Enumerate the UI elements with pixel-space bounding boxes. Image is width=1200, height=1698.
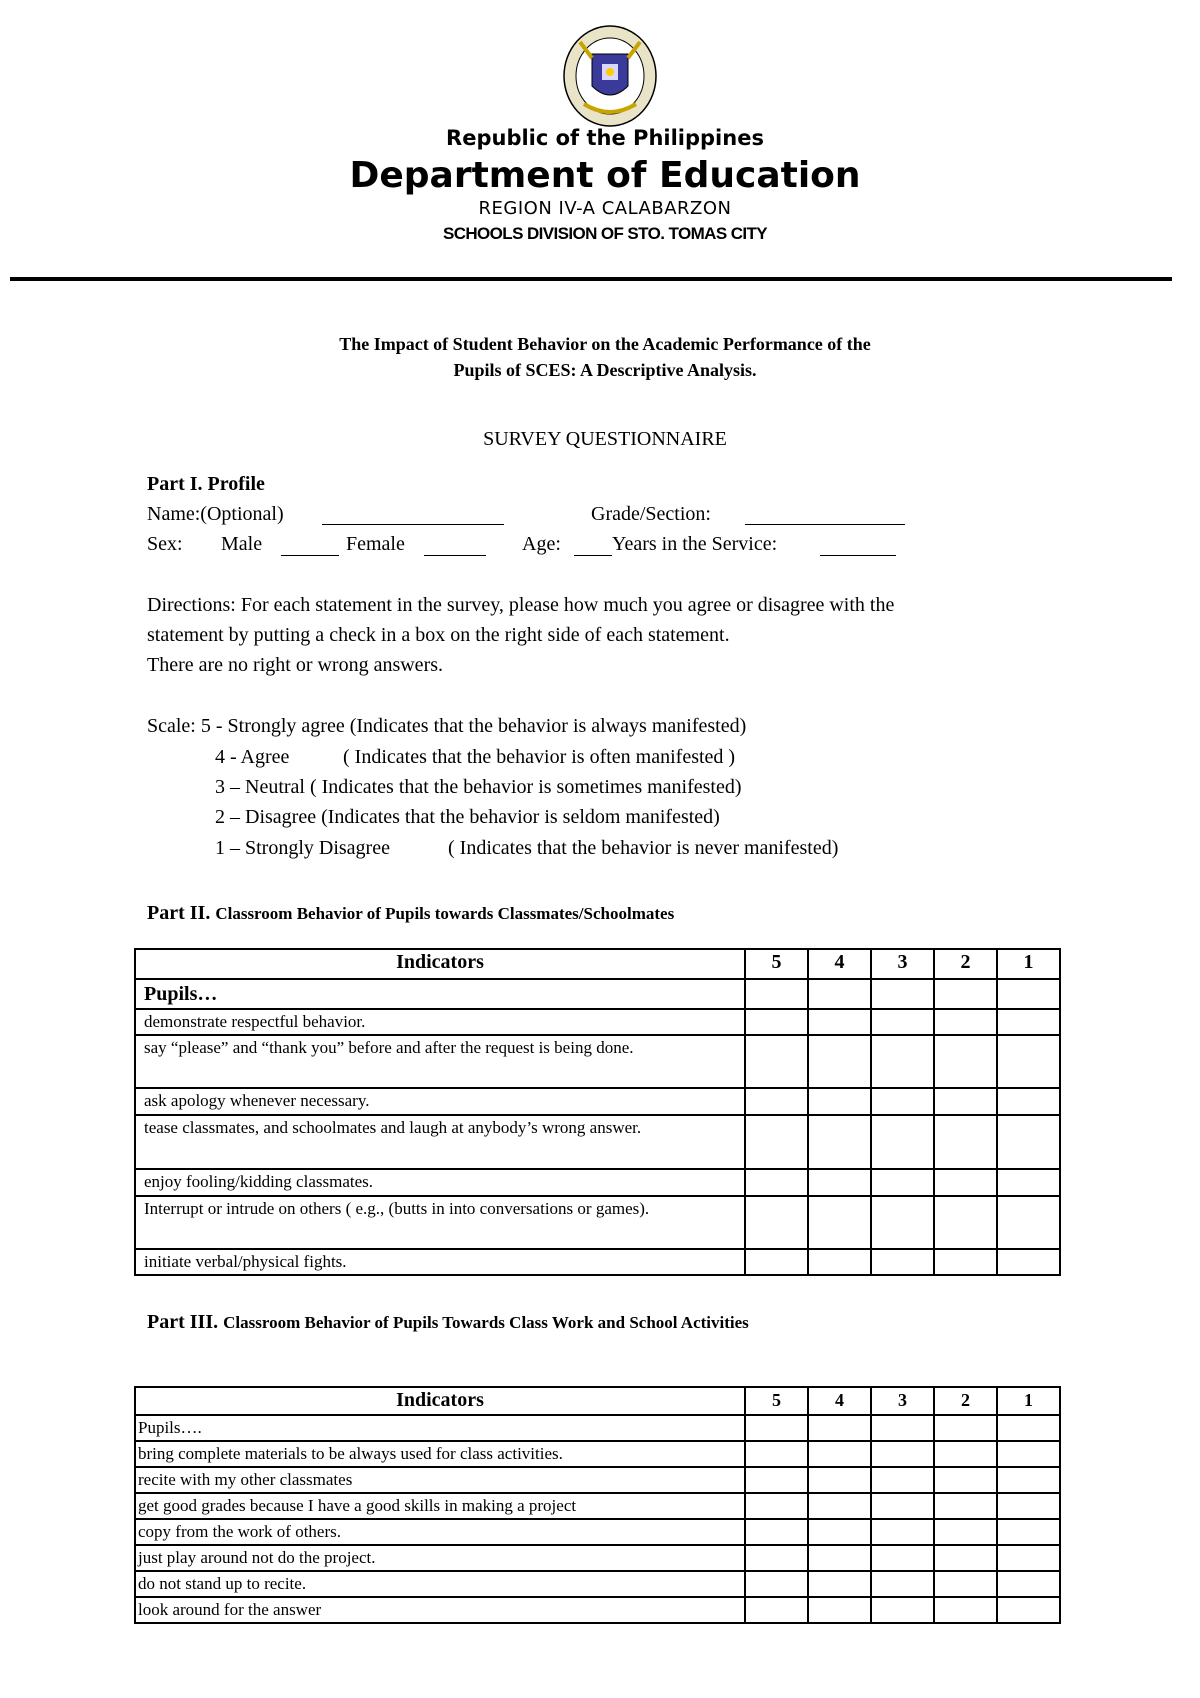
check-box[interactable] xyxy=(934,1519,997,1545)
part3-heading xyxy=(147,1311,749,1334)
check-box[interactable] xyxy=(934,1441,997,1467)
check-box[interactable] xyxy=(808,1196,871,1249)
check-box[interactable] xyxy=(871,1467,934,1493)
service-field[interactable] xyxy=(820,537,896,556)
republic-heading: Republic of the Philippines xyxy=(446,126,764,150)
indicator-text: Interrupt or intrude on others ( e.g., (butts in into conversations or games). xyxy=(135,1196,745,1249)
score-5-header: 5 xyxy=(745,949,808,979)
table-row xyxy=(135,979,1060,1009)
check-box[interactable] xyxy=(745,1009,808,1035)
indicators-header: Indicators xyxy=(135,949,745,979)
scale-2: 2 – Disagree (Indicates that the behavior is seldom manifested) xyxy=(215,806,720,828)
indicator-text: do not stand up to recite. xyxy=(135,1571,745,1597)
male-label: Male xyxy=(221,533,263,555)
directions-line-3: There are no right or wrong answers. xyxy=(147,654,444,676)
check-box[interactable] xyxy=(808,1035,871,1088)
check-box[interactable] xyxy=(745,1035,808,1088)
check-box[interactable] xyxy=(997,1415,1060,1441)
indicators-header: Indicators xyxy=(135,1387,745,1415)
check-box[interactable] xyxy=(997,1545,1060,1571)
check-box[interactable] xyxy=(871,1415,934,1441)
check-box[interactable] xyxy=(745,1467,808,1493)
check-box[interactable] xyxy=(934,1115,997,1169)
table-row xyxy=(135,1571,1060,1597)
division-heading: SCHOOLS DIVISION OF STO. TOMAS CITY xyxy=(442,224,768,243)
check-box[interactable] xyxy=(871,1249,934,1275)
table-row xyxy=(135,1467,1060,1493)
check-box[interactable] xyxy=(997,1571,1060,1597)
table-row xyxy=(135,1441,1060,1467)
check-box[interactable] xyxy=(745,979,808,1009)
check-box[interactable] xyxy=(997,1249,1060,1275)
score-1-header: 1 xyxy=(997,1387,1060,1415)
indicator-text: copy from the work of others. xyxy=(135,1519,745,1545)
survey-label: SURVEY QUESTIONNAIRE xyxy=(483,428,727,450)
part3-title: Classroom Behavior of Pupils Towards Class Work and School Activities xyxy=(223,1313,749,1332)
score-3-header: 3 xyxy=(871,949,934,979)
check-box[interactable] xyxy=(745,1115,808,1169)
check-box[interactable] xyxy=(997,979,1060,1009)
check-box[interactable] xyxy=(808,1249,871,1275)
check-box[interactable] xyxy=(934,1088,997,1115)
check-box[interactable] xyxy=(745,1597,808,1623)
check-box[interactable] xyxy=(808,1169,871,1196)
indicator-text: recite with my other classmates xyxy=(135,1467,745,1493)
check-box[interactable] xyxy=(745,1571,808,1597)
check-box[interactable] xyxy=(934,1597,997,1623)
pupils-subheader: Pupils…. xyxy=(135,1415,745,1441)
indicator-text: ask apology whenever necessary. xyxy=(135,1088,745,1115)
age-field[interactable] xyxy=(574,537,612,556)
score-4-header: 4 xyxy=(808,949,871,979)
score-2-header: 2 xyxy=(934,1387,997,1415)
check-box[interactable] xyxy=(808,1115,871,1169)
document-title xyxy=(0,331,1200,383)
check-box[interactable] xyxy=(997,1035,1060,1088)
table-row xyxy=(135,1009,1060,1035)
check-box[interactable] xyxy=(808,1597,871,1623)
table-row xyxy=(135,1115,1060,1169)
female-field[interactable] xyxy=(424,537,486,556)
check-box[interactable] xyxy=(997,1196,1060,1249)
female-label: Female xyxy=(346,533,405,555)
scale-4-label: 4 - Agree xyxy=(215,746,290,768)
indicator-text: tease classmates, and schoolmates and laugh at anybody’s wrong answer. xyxy=(135,1115,745,1169)
title-line-1: The Impact of Student Behavior on the Academic Performance of the xyxy=(339,334,871,354)
check-box[interactable] xyxy=(808,1088,871,1115)
department-heading: Department of Education xyxy=(349,155,861,196)
check-box[interactable] xyxy=(934,1545,997,1571)
check-box[interactable] xyxy=(871,1115,934,1169)
check-box[interactable] xyxy=(745,1169,808,1196)
directions-line-1: Directions: For each statement in the survey, please how much you agree or disagree with the xyxy=(147,594,895,616)
check-box[interactable] xyxy=(808,1441,871,1467)
check-box[interactable] xyxy=(997,1088,1060,1115)
check-box[interactable] xyxy=(871,1519,934,1545)
check-box[interactable] xyxy=(997,1441,1060,1467)
table-header-row xyxy=(135,1387,1060,1415)
table-row xyxy=(135,1196,1060,1249)
table-row xyxy=(135,1415,1060,1441)
indicator-text: say “please” and “thank you” before and after the request is being done. xyxy=(135,1035,745,1088)
check-box[interactable] xyxy=(997,1519,1060,1545)
check-box[interactable] xyxy=(745,1441,808,1467)
indicator-text: just play around not do the project. xyxy=(135,1545,745,1571)
check-box[interactable] xyxy=(745,1088,808,1115)
name-label: Name:(Optional) xyxy=(147,503,284,525)
check-box[interactable] xyxy=(808,1493,871,1519)
check-box[interactable] xyxy=(871,1169,934,1196)
indicator-text: demonstrate respectful behavior. xyxy=(135,1009,745,1035)
check-box[interactable] xyxy=(808,1415,871,1441)
table-row xyxy=(135,1519,1060,1545)
region-heading: REGION IV-A CALABARZON xyxy=(478,198,732,219)
part2-label: Part II. xyxy=(147,902,211,924)
check-box[interactable] xyxy=(871,1196,934,1249)
table-header-row xyxy=(135,949,1060,979)
check-box[interactable] xyxy=(934,1169,997,1196)
check-box[interactable] xyxy=(934,979,997,1009)
indicator-text: initiate verbal/physical fights. xyxy=(135,1249,745,1275)
check-box[interactable] xyxy=(808,1519,871,1545)
grade-field[interactable] xyxy=(745,506,905,525)
check-box[interactable] xyxy=(745,1415,808,1441)
check-box[interactable] xyxy=(745,1249,808,1275)
score-1-header: 1 xyxy=(997,949,1060,979)
check-box[interactable] xyxy=(808,1571,871,1597)
table-row xyxy=(135,1597,1060,1623)
check-box[interactable] xyxy=(871,979,934,1009)
header-divider xyxy=(10,277,1172,281)
directions-line-2: statement by putting a check in a box on the right side of each statement. xyxy=(147,624,730,646)
check-box[interactable] xyxy=(997,1009,1060,1035)
sex-label: Sex: xyxy=(147,533,183,555)
check-box[interactable] xyxy=(934,1415,997,1441)
check-box[interactable] xyxy=(934,1035,997,1088)
part2-title: Classroom Behavior of Pupils towards Classmates/Schoolmates xyxy=(215,904,675,923)
score-2-header: 2 xyxy=(934,949,997,979)
male-field[interactable] xyxy=(281,537,339,556)
check-box[interactable] xyxy=(871,1009,934,1035)
table-row xyxy=(135,1545,1060,1571)
pupils-subheader: Pupils… xyxy=(135,979,745,1009)
table-row xyxy=(135,1035,1060,1088)
check-box[interactable] xyxy=(934,1493,997,1519)
check-box[interactable] xyxy=(871,1088,934,1115)
check-box[interactable] xyxy=(871,1035,934,1088)
score-5-header: 5 xyxy=(745,1387,808,1415)
indicator-text: get good grades because I have a good skills in making a project xyxy=(135,1493,745,1519)
scale-3: 3 – Neutral ( Indicates that the behavior is sometimes manifested) xyxy=(215,776,742,798)
indicator-text: look around for the answer xyxy=(135,1597,745,1623)
deped-seal-icon xyxy=(562,24,658,128)
check-box[interactable] xyxy=(871,1493,934,1519)
indicator-text: enjoy fooling/kidding classmates. xyxy=(135,1169,745,1196)
part2-heading xyxy=(147,902,674,925)
grade-label: Grade/Section: xyxy=(591,503,711,525)
check-box[interactable] xyxy=(745,1519,808,1545)
check-box[interactable] xyxy=(997,1597,1060,1623)
check-box[interactable] xyxy=(871,1571,934,1597)
part3-table xyxy=(134,1386,1061,1624)
check-box[interactable] xyxy=(934,1249,997,1275)
indicator-text: bring complete materials to be always used for class activities. xyxy=(135,1441,745,1467)
table-row xyxy=(135,1493,1060,1519)
check-box[interactable] xyxy=(745,1196,808,1249)
scale-5: Scale: 5 - Strongly agree (Indicates that the behavior is always manifested) xyxy=(147,715,747,737)
table-row xyxy=(135,1088,1060,1115)
check-box[interactable] xyxy=(871,1545,934,1571)
name-field[interactable] xyxy=(322,506,504,525)
service-label: Years in the Service: xyxy=(612,533,778,555)
age-label: Age: xyxy=(522,533,561,555)
check-box[interactable] xyxy=(934,1009,997,1035)
check-box[interactable] xyxy=(997,1115,1060,1169)
check-box[interactable] xyxy=(871,1597,934,1623)
score-4-header: 4 xyxy=(808,1387,871,1415)
check-box[interactable] xyxy=(808,1009,871,1035)
part2-table xyxy=(134,948,1061,1276)
check-box[interactable] xyxy=(934,1196,997,1249)
check-box[interactable] xyxy=(745,1493,808,1519)
score-3-header: 3 xyxy=(871,1387,934,1415)
scale-1-label: 1 – Strongly Disagree xyxy=(215,837,390,859)
check-box[interactable] xyxy=(808,1545,871,1571)
part3-label: Part III. xyxy=(147,1311,219,1333)
table-row xyxy=(135,1249,1060,1275)
check-box[interactable] xyxy=(808,1467,871,1493)
check-box[interactable] xyxy=(934,1467,997,1493)
check-box[interactable] xyxy=(934,1571,997,1597)
check-box[interactable] xyxy=(808,979,871,1009)
scale-4-desc: ( Indicates that the behavior is often manifested ) xyxy=(343,746,736,768)
scale-1-desc: ( Indicates that the behavior is never manifested) xyxy=(448,837,839,859)
title-line-2: Pupils of SCES: A Descriptive Analysis. xyxy=(453,360,757,380)
check-box[interactable] xyxy=(745,1545,808,1571)
check-box[interactable] xyxy=(997,1493,1060,1519)
check-box[interactable] xyxy=(871,1441,934,1467)
table-row xyxy=(135,1169,1060,1196)
check-box[interactable] xyxy=(997,1467,1060,1493)
check-box[interactable] xyxy=(997,1169,1060,1196)
profile-heading: Part I. Profile xyxy=(147,473,265,495)
